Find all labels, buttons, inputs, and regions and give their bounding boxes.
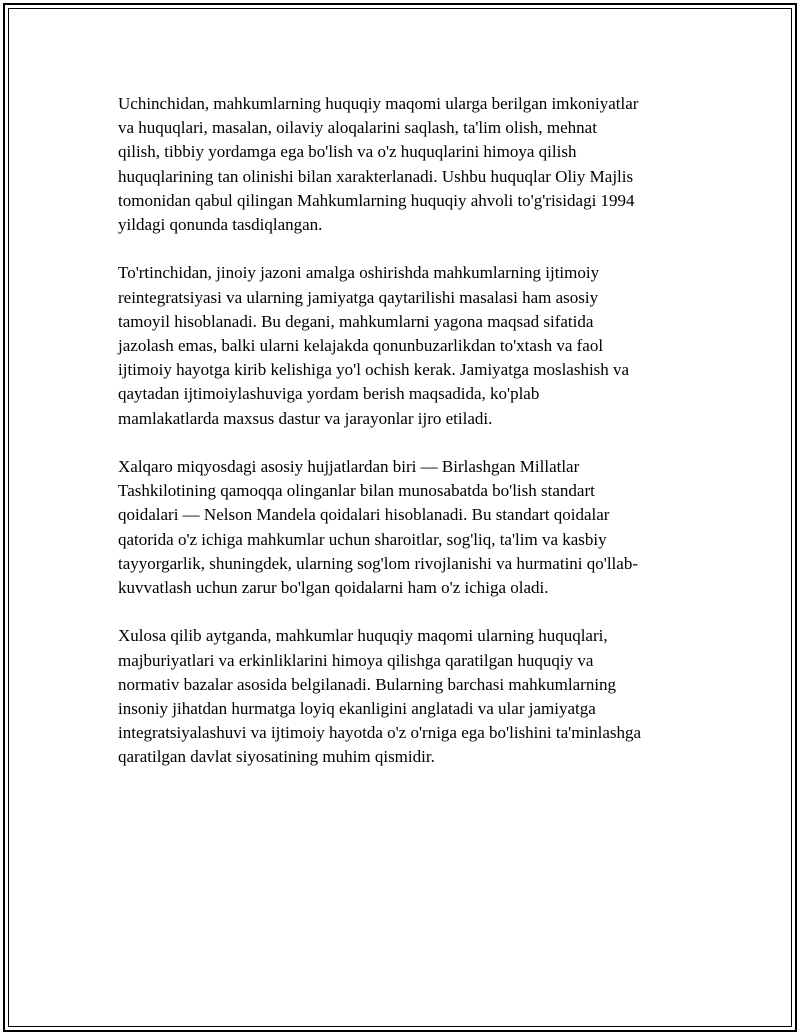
paragraph-mandela-rules: Xalqaro miqyosdagi asosiy hujjatlardan biri — Birlashgan Millatlar Tashkilotining qamoqqa olinganlar bilan munosabatda bo'lish standart qoidalari — Nelson Mandela qoidalari hisoblanadi. Bu standart qoidalar qatorida o'z ichiga mahkumlar uchun sharoitlar, sog'liq, ta'lim va kasbiy tayyorgarlik, shuningdek, ularning sog'lom rivojlanishi va hurmatini qo'llab- kuvvatlash uchun zarur bo'lgan qoidalarni ham o'z ichiga oladi. — [118, 457, 638, 598]
paragraph-fourth-point: To'rtinchidan, jinoiy jazoni amalga oshirishda mahkumlarning ijtimoiy reintegratsiyasi va ularning jamiyatga qaytarilishi masalasi ham asosiy tamoyil hisoblanadi. Bu degani, mahkumlarni yagona maqsad sifatida jazolash emas, balki ularni kelajakda qonunbuzarlikdan to'xtash va faol ijtimoiy hayotga kirib kelishiga yo'l ochish kerak. Jamiyatga moslashish va qaytadan ijtimoiylashuviga yordam berish maqsadida, ko'plab mamlakatlarda maxsus dastur va jarayonlar ijro etiladi. — [118, 263, 630, 428]
paragraph-third-point: Uchinchidan, mahkumlarning huquqiy maqomi ularga berilgan imkoniyatlar va huquqlari, masalan, oilaviy aloqalarini saqlash, ta'lim olish, mehnat qilish, tibbiy yordamga ega bo'lish va o'z huquqlarini himoya qilish huquqlarining tan olinishi bilan xarakterlanadi. Ushbu huquqlar Oliy Majlis tomonidan qabul qilingan Mahkumlarning huquqiy ahvoli to'g'risidagi 1994 yildagi qonunda tasdiqlangan. — [118, 94, 639, 235]
document-body — [118, 92, 690, 794]
paragraph-conclusion: Xulosa qilib aytganda, mahkumlar huquqiy maqomi ularning huquqlari, majburiyatlari va erkinliklarini himoya qilishga qaratilgan huquqiy va normativ bazalar asosida belgilanadi. Bularning barchasi mahkumlarning insoniy jihatdan hurmatga loyiq ekanligini anglatadi va ular jamiyatga integratsiyalashuvi va ijtimoiy hayotda o'z o'rniga ega bo'lishini ta'minlashga qaratilgan davlat siyosatining muhim qismidir. — [118, 626, 642, 767]
